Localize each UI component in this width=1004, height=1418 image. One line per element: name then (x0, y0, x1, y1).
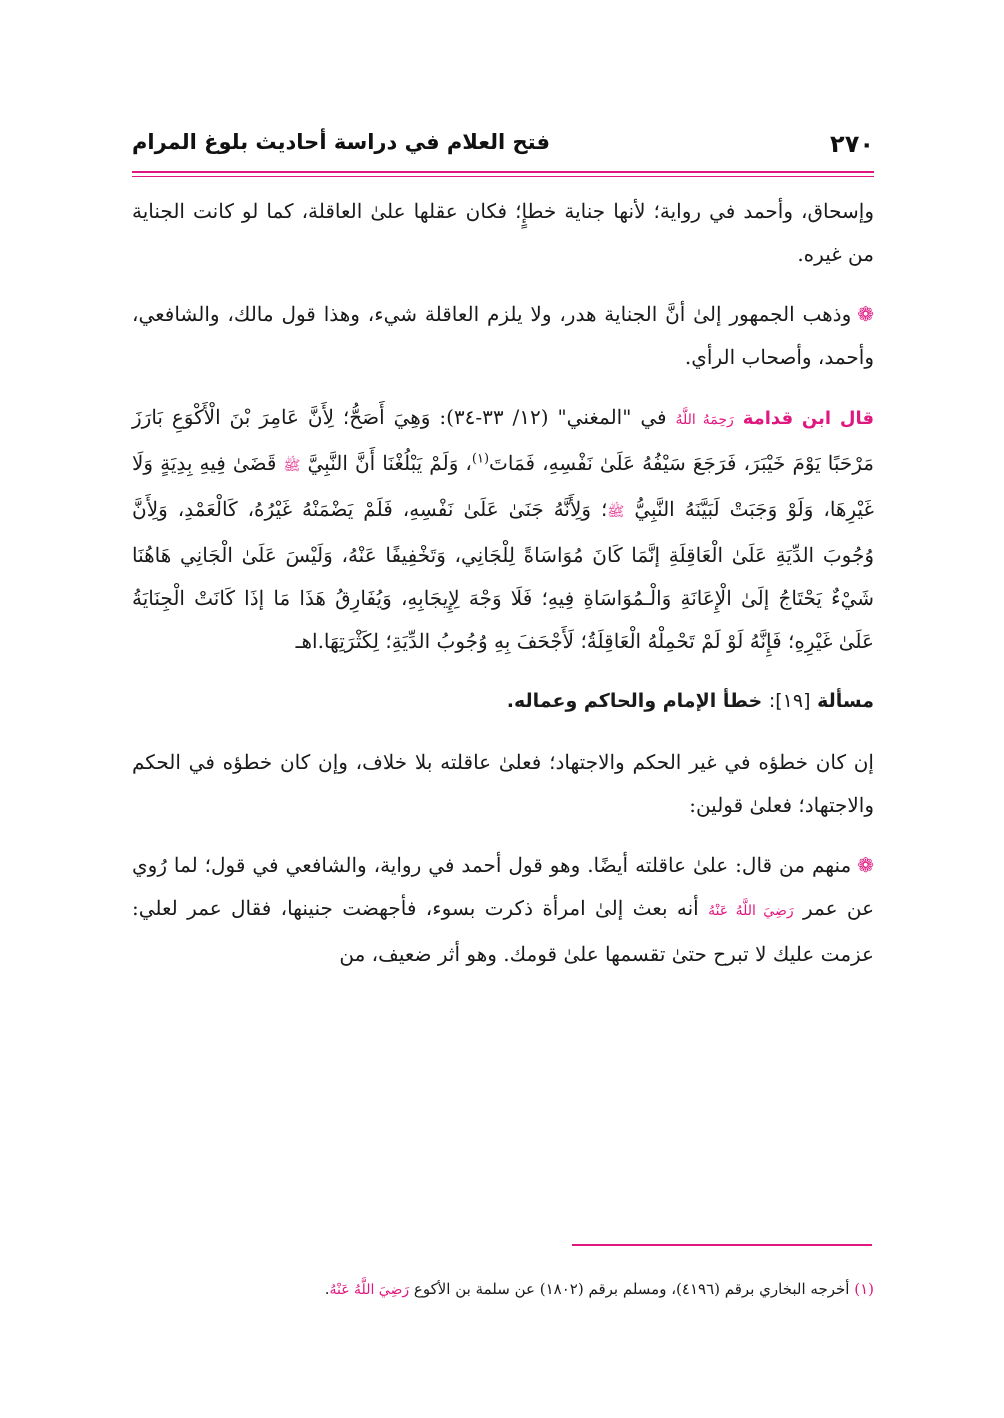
flower-marker-icon: ❁ (857, 853, 874, 877)
quote-source: في "المغني" (١٢/ ٣٣-٣٤): (439, 405, 667, 429)
paragraph-5 (132, 844, 874, 976)
paragraph-2 (132, 293, 874, 379)
quote-text: ، وَلَمْ يَبْلُغْنَا أَنَّ النَّبِيَّ (307, 451, 472, 475)
issue-number: [١٩]: (768, 690, 811, 712)
page-number: ٢٧٠ (830, 130, 874, 158)
quotation-paragraph (132, 396, 874, 663)
issue-heading (132, 680, 874, 723)
paragraph-text: منهم من قال: علىٰ عاقلته أيضًا. وهو قول أحمد في رواية، والشافعي في قول؛ لما رُوي عن عمر (132, 853, 874, 920)
issue-label: مسألة (817, 690, 874, 712)
footnote-text: أخرجه البخاري برقم (٤١٩٦)، ومسلم برقم (١٨٠٢) عن سلمة بن الأكوع (413, 1280, 850, 1298)
flower-marker-icon: ❁ (857, 302, 874, 326)
paragraph-text: وإسحاق، وأحمد في رواية؛ لأنها جناية خطإٍ؛ فكان عقلها علىٰ العاقلة، كما لو كانت الجناية من غيره. (132, 199, 874, 266)
paragraph-text: أنه بعث إلىٰ امرأة ذكرت بسوء، فأجهضت جنينها، فقال عمر لعلي: عزمت عليك لا تبرح حتىٰ تقسمها علىٰ قومك. وهو أثر ضعيف، من (132, 896, 874, 966)
quote-end-marker: اهـ (295, 629, 318, 653)
footnote-reference[interactable]: (١) (471, 451, 490, 467)
footnote (132, 1276, 874, 1303)
salawat-symbol: ﷺ (607, 504, 625, 520)
quote-text: وَهِيَ أَصَحُّ؛ لِأَنَّ عَامِرَ بْنَ الْأَكْوَعِ بَارَزَ مَرْحَبًا يَوْمَ خَيْبَرَ، فَرَجَعَ سَيْفُهُ عَلَىٰ نَفْسِهِ، فَمَاتَ (132, 405, 875, 475)
honorific-radiyallahu: رَضِيَ اللَّهُ عَنْهُ (708, 903, 794, 919)
header-rule-thin (132, 176, 874, 177)
salawat-symbol: ﷺ (283, 458, 301, 474)
quote-attribution: قال ابن قدامة (742, 408, 875, 429)
paragraph-1 (132, 190, 874, 276)
page-body (132, 190, 874, 993)
quote-text: ؛ وَلِأَنَّهُ جَنَىٰ عَلَىٰ نَفْسِهِ، فَلَمْ يَضْمَنْهُ غَيْرُهُ، كَالْعَمْدِ، وَلِأَنَّ وُجُوبَ الدِّيَةِ عَلَىٰ الْعَاقِلَةِ إنَّمَا كَانَ مُوَاسَاةً لِلْجَانِي، وَتَخْفِيفًا عَنْهُ، وَلَيْسَ عَلَىٰ الْجَانِي هَاهُنَا شَيْءٌ يَحْتَاجُ إلَىٰ الْإِعَانَةِ وَالْـمُوَاسَاةِ فِيهِ؛ فَلَا وَجْهَ لِإِيجَابِهِ، وَيُفَارِقُ هَذَا مَا إذَا كَانَتْ الْجِنَايَةُ عَلَىٰ غَيْرِهِ؛ فَإِنَّهُ لَوْ لَمْ تَحْمِلْهُ الْعَاقِلَةُ؛ لَأَجْحَفَ بِهِ وُجُوبُ الدِّيَةِ؛ لِكَثْرَتِهَا. (132, 497, 874, 653)
honorific-radiyallahu: رَضِيَ اللَّهُ عَنْهُ (329, 1282, 410, 1298)
footnote-divider (572, 1244, 872, 1246)
issue-title: خطأ الإمام والحاكم وعماله. (506, 690, 763, 712)
paragraph-text: إن كان خطؤه في غير الحكم والاجتهاد؛ فعلىٰ عاقلته بلا خلاف، وإن كان خطؤه في الحكم والاجتهاد؛ فعلىٰ قولين: (132, 750, 874, 817)
page-header (132, 126, 874, 170)
quote-text: قَضَىٰ فِيهِ بِدِيَةٍ وَلَا غَيْرِهَا، وَلَوْ وَجَبَتْ لَبَيَّنَهُ النَّبِيُّ (132, 451, 875, 521)
paragraph-text: وذهب الجمهور إلىٰ أنَّ الجناية هدر، ولا يلزم العاقلة شيء، وهذا قول مالك، والشافعي، وأحمد، وأصحاب الرأي. (132, 302, 874, 369)
honorific-rahimahullah: رَحِمَهُ اللَّهُ (675, 412, 734, 428)
paragraph-4 (132, 741, 874, 827)
book-title: فتح العلام في دراسة أحاديث بلوغ المرام (132, 130, 550, 154)
header-rule (132, 171, 874, 173)
footnote-number: (١) (854, 1280, 874, 1298)
footnote-end: . (324, 1280, 330, 1298)
